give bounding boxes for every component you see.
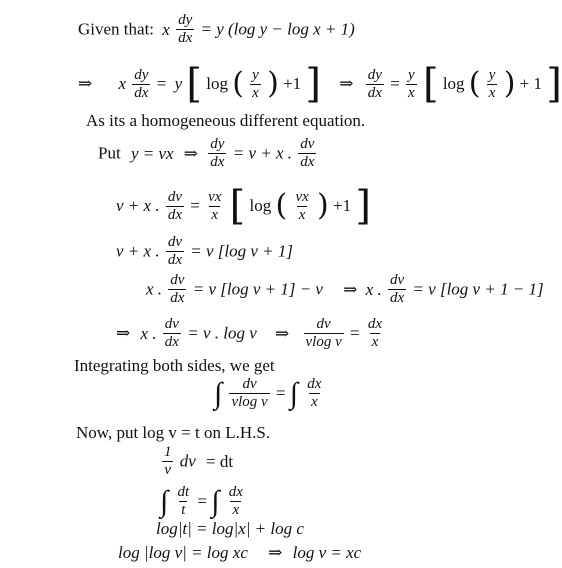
dt-line: $\frac{1}{v}$ dv = dt [164,444,234,478]
implies-arrow: ⇒ [78,74,93,93]
integral-sign: ∫ [160,484,169,518]
x-coeff: x [162,19,170,39]
given-rhs: = y (log y − log x + 1) [200,19,355,39]
homogeneous-line [86,110,365,131]
now-put-line: Now, put log v = t on L.H.S. [76,423,271,443]
step-7-line: x . $\frac{dv}{dx}$ = v [log v + 1] − v ⇒ x . $\frac{dv}{dx}$ = v [log v + 1 − 1] [146,272,544,306]
integral-line: ∫ $\frac{dv}{\text{vlog v}}$ = ∫ $\frac{dx}{x}$ [214,376,322,410]
step-2-line: ⇒ x $\frac{dy}{dx}$ = y [ log ( $\frac{y}{x}$ ) +1 ] ⇒ $\frac{dy}{dx}$ = $\frac{y}{x}$ [ log ( $\frac{y}{x}$ ) + 1 ] [78,61,562,107]
put-line: Put y = vx ⇒ $\frac{dy}{dx}$ = v + x . $\frac{dv}{dx}$ [98,136,315,170]
given-label: Given that: [78,19,155,39]
integrating-line: Integrating both sides, we get [74,356,275,376]
integral-sign: ∫ [214,376,223,410]
step-5-line: v + x . $\frac{dv}{dx}$ = $\frac{vx}{x}$ [ log ( $\frac{vx}{x}$ ) +1 ] [116,183,371,229]
integral-sign: ∫ [289,376,299,410]
homogeneous-text: As its a homogeneous different equation. [86,111,366,131]
step-6-line: v + x . $\frac{dv}{dx}$ = v [log v + 1] [116,234,293,268]
log-logv-line: log |log v| = log xc ⇒ log v = xc [118,543,362,563]
given-line [78,12,355,47]
dt-integral-line: ∫ $\frac{dt}{t}$ = ∫ $\frac{dx}{x}$ [160,484,243,518]
log-t-line: log|t| = log|x| + log c [156,519,304,539]
integral-sign: ∫ [211,484,220,518]
step-8-line: ⇒ x . $\frac{dv}{dx}$ = v . log v ⇒ $\frac{dv}{\text{vlog v}}$ = $\frac{dx}{x}$ [116,316,383,350]
dy-dx-fraction: $\frac{dy}{dx}$ [178,12,193,46]
